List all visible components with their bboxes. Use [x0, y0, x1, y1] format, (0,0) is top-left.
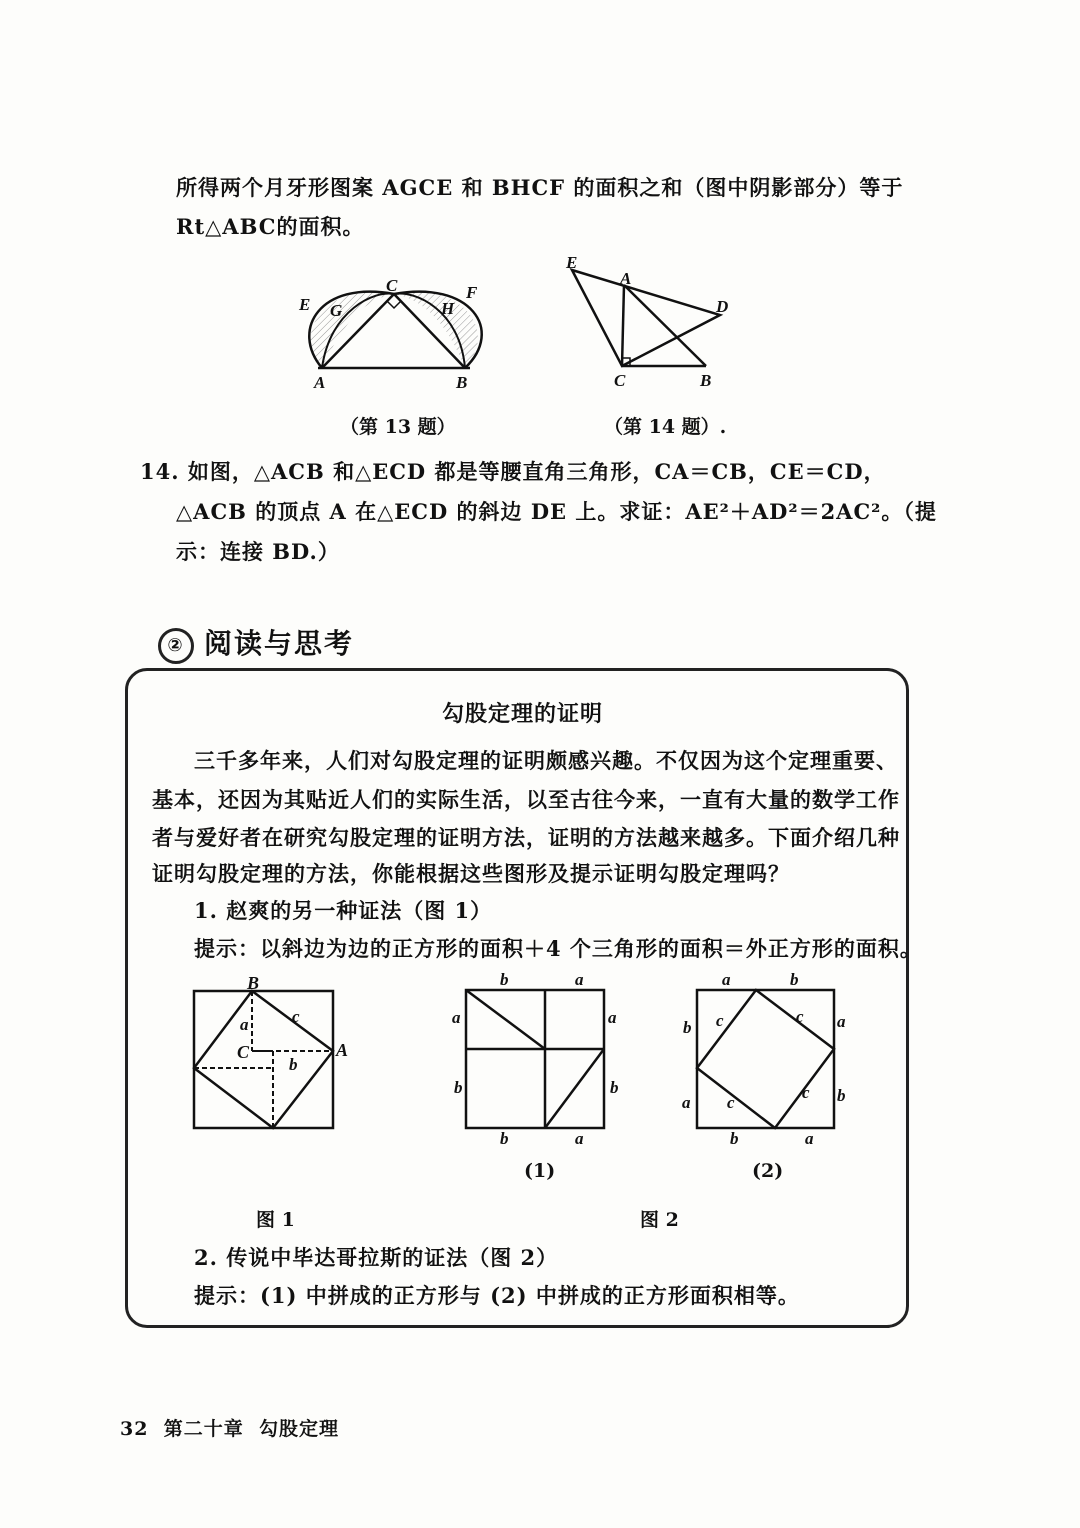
item2-hint: 提示：(1) 中拼成的正方形与 (2) 中拼成的正方形面积相等。: [194, 1283, 800, 1308]
problem-line: 14. 如图，△ACB 和△ECD 都是等腰直角三角形，CA＝CB，CE＝CD，: [140, 459, 886, 484]
side-label-a: a: [452, 1008, 461, 1027]
figure-1-caption: 图 1: [256, 1209, 295, 1231]
page-footer: [120, 1414, 339, 1441]
side-label-c: c: [727, 1093, 735, 1112]
side-label-a: a: [575, 1129, 584, 1148]
figure-13: [290, 265, 500, 395]
side-label-a: a: [837, 1012, 846, 1031]
side-label-b: b: [683, 1018, 692, 1037]
figure-14: [560, 250, 740, 395]
box-paragraph-line: 基本，还因为其贴近人们的实际生活，以至古往今来，一直有大量的数学工作: [152, 787, 900, 812]
label-B: B: [700, 371, 712, 390]
figure-14-caption: （第 14 题）.: [604, 416, 727, 438]
box-paragraph-line: 证明勾股定理的方法，你能根据这些图形及提示证明勾股定理吗？: [152, 861, 790, 886]
label-B: B: [456, 373, 468, 392]
chapter-number: 第二十章: [163, 1418, 244, 1440]
problem-line: △ACB 的顶点 A 在△ECD 的斜边 DE 上。求证：AE²＋AD²＝2AC²。（提: [176, 499, 937, 524]
item2-title: 2. 传说中毕达哥拉斯的证法（图 2）: [194, 1245, 559, 1270]
figure-13-caption: （第 13 题）: [340, 416, 456, 438]
side-label-b: b: [610, 1078, 619, 1097]
label-A: A: [620, 269, 632, 288]
side-label-b: b: [837, 1086, 846, 1105]
label-C: C: [237, 1042, 250, 1062]
page-number: 32: [120, 1418, 149, 1440]
label-H: H: [441, 299, 455, 318]
side-label-a: a: [608, 1008, 617, 1027]
figure-2-part-1: [445, 965, 630, 1150]
section-title: 阅读与思考: [204, 627, 355, 660]
side-label-b: b: [500, 970, 509, 989]
figure-2-part-2: [672, 965, 857, 1150]
section-number-icon: ②: [158, 628, 194, 664]
chapter-title: 勾股定理: [258, 1418, 339, 1440]
label-A: A: [336, 1040, 349, 1060]
label-C: C: [614, 371, 626, 390]
box-title: 勾股定理的证明: [442, 701, 604, 727]
side-label-a: a: [682, 1093, 691, 1112]
item1-title: 1. 赵爽的另一种证法（图 1）: [194, 898, 493, 923]
side-label-b: b: [454, 1078, 463, 1097]
label-G: G: [330, 301, 343, 320]
label-C: C: [386, 276, 398, 295]
side-label-b: b: [790, 970, 799, 989]
label-D: D: [716, 297, 729, 316]
side-label-a: a: [722, 970, 731, 989]
label-E: E: [566, 253, 578, 272]
side-label-c: c: [802, 1083, 810, 1102]
label-c: c: [292, 1007, 300, 1026]
section-header: [158, 622, 354, 664]
box-paragraph-line: 三千多年来，人们对勾股定理的证明颇感兴趣。不仅因为这个定理重要、: [194, 748, 898, 773]
side-label-b: b: [730, 1129, 739, 1148]
figure-2-sub1-caption: (1): [524, 1160, 556, 1182]
label-B: B: [247, 973, 260, 993]
side-label-b: b: [500, 1129, 509, 1148]
figure-1: [180, 968, 360, 1138]
paragraph-line: 所得两个月牙形图案 AGCE 和 BHCF 的面积之和（图中阴影部分）等于: [176, 175, 904, 200]
label-a: a: [240, 1015, 249, 1034]
box-paragraph-line: 者与爱好者在研究勾股定理的证明方法，证明的方法越来越多。下面介绍几种: [152, 825, 900, 850]
figure-2-sub2-caption: (2): [752, 1160, 784, 1182]
label-b: b: [289, 1055, 298, 1074]
label-E: E: [299, 295, 311, 314]
item1-hint: 提示：以斜边为边的正方形的面积＋4 个三角形的面积＝外正方形的面积。: [194, 936, 922, 961]
side-label-a: a: [575, 970, 584, 989]
figure-2-caption: 图 2: [640, 1209, 679, 1231]
side-label-c: c: [716, 1011, 724, 1030]
side-label-a: a: [805, 1129, 814, 1148]
paragraph-line: Rt△ABC的面积。: [176, 214, 365, 239]
label-F: F: [466, 283, 478, 302]
label-A: A: [314, 373, 326, 392]
problem-line: 示：连接 BD.）: [176, 539, 340, 564]
side-label-c: c: [796, 1007, 804, 1026]
